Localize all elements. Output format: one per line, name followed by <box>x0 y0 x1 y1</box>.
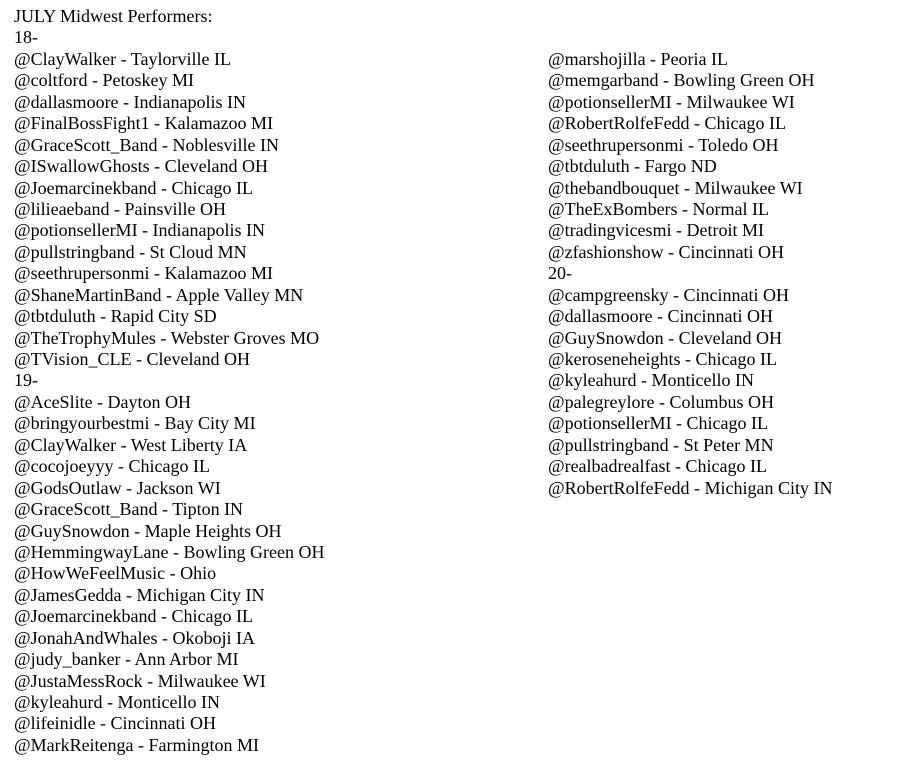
list-item: @GraceScott_Band - Tipton IN <box>14 499 244 520</box>
list-item: @AceSlite - Dayton OH <box>14 391 192 412</box>
list-item: @kyleahurd - Monticello IN <box>14 692 221 712</box>
list-item: @TVision_CLE - Cleveland OH <box>14 349 250 369</box>
day-19-heading: 19- <box>14 370 38 391</box>
list-item: @FinalBossFight1 - Kalamazoo MI <box>14 113 274 134</box>
list-item: @thebandbouquet - Milwaukee WI <box>548 177 803 198</box>
list-item: @GodsOutlaw - Jackson WI <box>14 477 221 498</box>
list-item: @ClayWalker - West Liberty IA <box>14 434 248 455</box>
list-item: @ShaneMartinBand - Apple Valley MN <box>14 284 304 305</box>
list-item: @GuySnowdon - Maple Heights OH <box>14 520 282 541</box>
list-item: @coltford - Petoskey MI <box>14 70 195 91</box>
list-item: @GraceScott_Band - Noblesville IN <box>14 134 280 155</box>
list-item: @palegreylore - Columbus OH <box>548 391 775 412</box>
document-title: JULY Midwest Performers: <box>14 6 213 26</box>
list-item: @tbtduluth - Rapid City SD <box>14 306 217 327</box>
list-item: @potionsellerMI - Milwaukee WI <box>548 91 795 112</box>
list-item: @cocojoeyyy - Chicago IL <box>14 456 211 477</box>
day-20-heading: 20- <box>548 263 572 284</box>
list-item: @dallasmoore - Cincinnati OH <box>548 306 774 327</box>
list-item: @bringyourbestmi - Bay City MI <box>14 413 256 434</box>
list-item: @RobertRolfeFedd - Chicago IL <box>548 113 787 134</box>
list-item: @kyleahurd - Monticello IN <box>548 370 755 391</box>
list-item: @campgreensky - Cincinnati OH <box>548 284 790 305</box>
list-item: @seethrupersonmi - Toledo OH <box>548 134 779 155</box>
list-item: @keroseneheights - Chicago IL <box>548 349 778 369</box>
list-item: @JustaMessRock - Milwaukee WI <box>14 670 266 691</box>
right-column <box>548 6 908 499</box>
list-item: @HemmingwayLane - Bowling Green OH <box>14 541 325 562</box>
list-item: @JamesGedda - Michigan City IN <box>14 584 265 605</box>
list-item: @potionsellerMI - Chicago IL <box>548 413 769 434</box>
list-item: @JonahAndWhales - Okoboji IA <box>14 627 256 648</box>
column-spacer <box>548 6 908 27</box>
list-item: @RobertRolfeFedd - Michigan City IN <box>548 477 833 498</box>
list-item: @HowWeFeelMusic - Ohio <box>14 563 217 584</box>
list-item: @TheTrophyMules - Webster Groves MO <box>14 327 320 348</box>
list-item: @marshojilla - Peoria IL <box>548 48 729 69</box>
list-item: @Joemarcinekband - Chicago IL <box>14 177 253 198</box>
list-item: @seethrupersonmi - Kalamazoo MI <box>14 263 273 284</box>
list-item: @judy_banker - Ann Arbor MI <box>14 649 239 670</box>
list-item: @GuySnowdon - Cleveland OH <box>548 327 783 348</box>
left-column <box>14 6 534 756</box>
list-item: @lilieaeband - Painsville OH <box>14 198 227 219</box>
list-item: @tradingvicesmi - Detroit MI <box>548 220 765 241</box>
list-item: @tbtduluth - Fargo ND <box>548 156 717 177</box>
list-item: @realbadrealfast - Chicago IL <box>548 456 767 477</box>
list-item: @MarkReitenga - Farmington MI <box>14 734 260 755</box>
list-item: @memgarband - Bowling Green OH <box>548 70 815 91</box>
list-item: @lifeinidle - Cincinnati OH <box>14 713 217 734</box>
list-item: @potionsellerMI - Indianapolis IN <box>14 220 266 241</box>
list-item: @zfashionshow - Cincinnati OH <box>548 241 785 262</box>
day-18-heading: 18- <box>14 27 38 48</box>
list-item: @pullstringband - St Cloud MN <box>14 241 247 262</box>
column-spacer <box>548 27 908 48</box>
list-item: @ClayWalker - Taylorville IL <box>14 48 231 69</box>
list-item: @ISwallowGhosts - Cleveland OH <box>14 156 269 177</box>
list-item: @dallasmoore - Indianapolis IN <box>14 91 247 112</box>
list-item: @Joemarcinekband - Chicago IL <box>14 606 253 627</box>
list-item: @TheExBombers - Normal IL <box>548 198 770 219</box>
list-item: @pullstringband - St Peter MN <box>548 434 774 455</box>
